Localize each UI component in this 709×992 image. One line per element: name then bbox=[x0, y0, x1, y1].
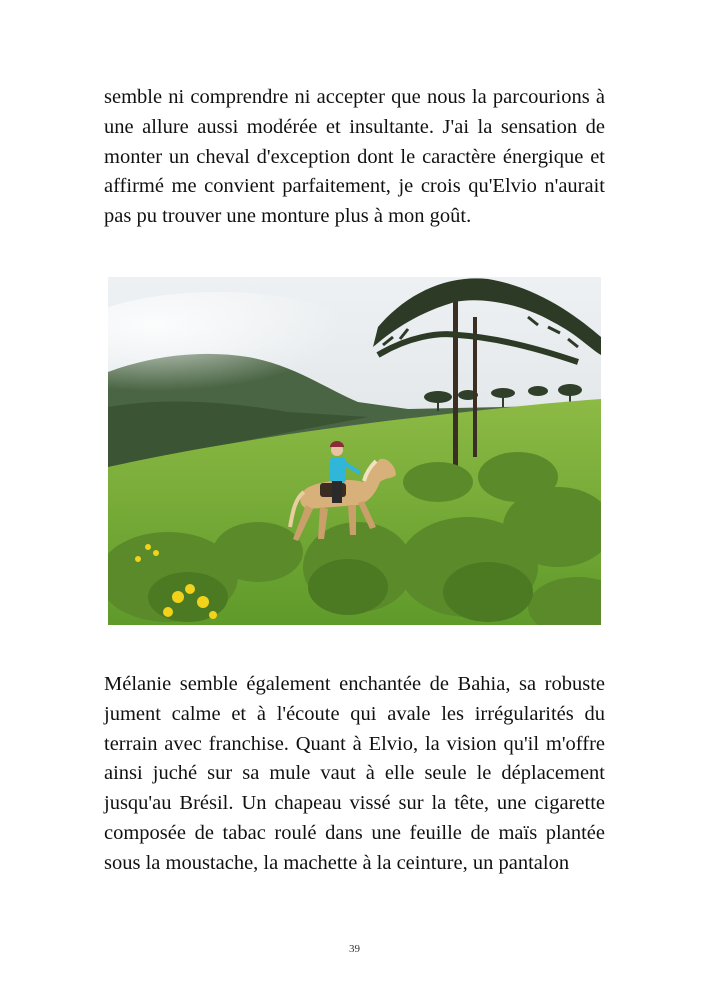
page-number: 39 bbox=[349, 943, 360, 955]
photo-illustration bbox=[108, 277, 601, 625]
paragraph-bottom: Mélanie semble également enchantée de Bahia, sa robuste jument calme et à l'écoute qui avale les irrégularités du terrain avec franchise. Quant à Elvio, la vision qu'il m'offre ainsi juché sur sa mule vaut à elle seule le déplacement jusqu'au Brésil. Un chapeau vissé sur la tête, une cigarette composée de tabac roulé dans une feuille de maïs plantée sous la moustache, la machette à la ceinture, un pantalon bbox=[104, 673, 605, 874]
paragraph-top: semble ni comprendre ni accepter que nous la parcourions à une allure aussi modérée et insultante. J'ai la sensation de monter un cheval d'exception dont le caractère énergique et affirmé me convient parfaitement, je crois qu'Elvio n'aurait pas pu trouver une monture plus à mon goût. bbox=[104, 86, 605, 228]
photo-horse-rider-meadow bbox=[108, 277, 601, 625]
